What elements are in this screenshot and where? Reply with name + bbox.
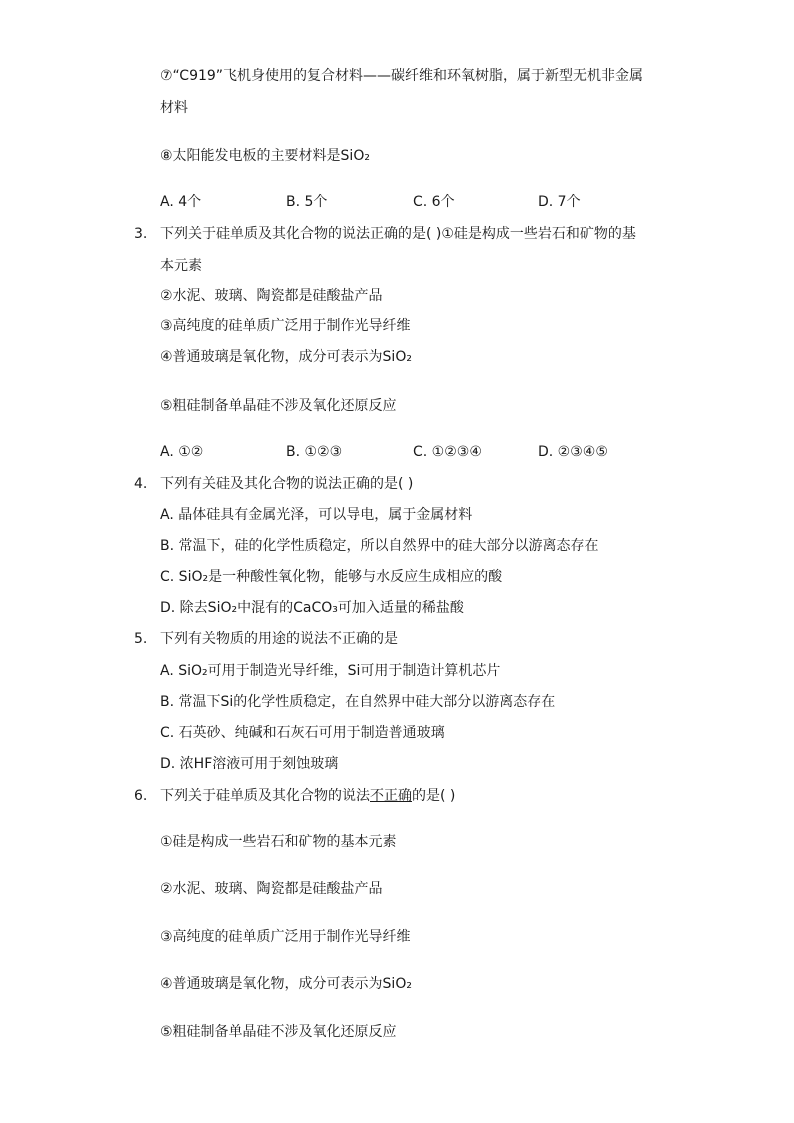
- q3-item-2: ②水泥、玻璃、陶瓷都是硅酸盐产品: [160, 288, 383, 304]
- q3-item-5: ⑤粗硅制备单晶硅不涉及氧化还原反应: [160, 398, 397, 414]
- q4-number: 4.: [134, 476, 148, 492]
- q6-item-2: ②水泥、玻璃、陶瓷都是硅酸盐产品: [160, 881, 383, 897]
- q6-stem-emphasis: 不正确: [370, 788, 412, 804]
- q2-item7-line2: 材料: [160, 100, 188, 116]
- q5-stem: 下列有关物质的用途的说法不正确的是: [160, 631, 398, 647]
- q2-item7-line1: ⑦“C919”飞机身使用的复合材料——碳纤维和环氧树脂，属于新型无机非金属: [160, 68, 644, 84]
- q2-option-d: D. 7个: [538, 194, 581, 210]
- q4-stem: 下列有关硅及其化合物的说法正确的是( ): [160, 476, 414, 492]
- q6-stem: [160, 786, 455, 806]
- q3-stem-line2: 本元素: [160, 258, 202, 274]
- q6-number: 6.: [134, 788, 148, 804]
- q6-item-4: ④普通玻璃是氧化物，成分可表示为SiO₂: [160, 976, 412, 992]
- q6-stem-post: 的是( ): [412, 788, 456, 804]
- q2-option-c: C. 6个: [413, 194, 455, 210]
- q6-item-1: ①硅是构成一些岩石和矿物的基本元素: [160, 834, 397, 850]
- q2-option-b: B. 5个: [286, 194, 328, 210]
- q3-stem-line1: 下列关于硅单质及其化合物的说法正确的是( )①硅是构成一些岩石和矿物的基: [160, 226, 636, 242]
- q4-option-b: B. 常温下，硅的化学性质稳定，所以自然界中的硅大部分以游离态存在: [160, 538, 599, 554]
- q4-option-a: A. 晶体硅具有金属光泽，可以导电，属于金属材料: [160, 507, 473, 523]
- q4-option-c: C. SiO₂是一种酸性氧化物，能够与水反应生成相应的酸: [160, 569, 503, 585]
- q3-item-4: ④普通玻璃是氧化物，成分可表示为SiO₂: [160, 349, 412, 365]
- q5-option-b: B. 常温下Si的化学性质稳定，在自然界中硅大部分以游离态存在: [160, 694, 556, 710]
- q3-option-b: B. ①②③: [286, 444, 343, 460]
- q5-option-a: A. SiO₂可用于制造光导纤维，Si可用于制造计算机芯片: [160, 663, 501, 679]
- q5-number: 5.: [134, 631, 148, 647]
- q2-option-a: A. 4个: [160, 194, 202, 210]
- q3-option-a: A. ①②: [160, 444, 204, 460]
- q3-option-d: D. ②③④⑤: [538, 444, 608, 460]
- q5-option-c: C. 石英砂、纯碱和石灰石可用于制造普通玻璃: [160, 725, 445, 741]
- q3-item-3: ③高纯度的硅单质广泛用于制作光导纤维: [160, 318, 411, 334]
- q3-option-c: C. ①②③④: [413, 444, 482, 460]
- q5-option-d: D. 浓HF溶液可用于刻蚀玻璃: [160, 756, 339, 772]
- q3-number: 3.: [134, 226, 148, 242]
- q6-stem-pre: 下列关于硅单质及其化合物的说法: [160, 788, 370, 804]
- q6-item-3: ③高纯度的硅单质广泛用于制作光导纤维: [160, 929, 411, 945]
- q2-item8: ⑧太阳能发电板的主要材料是SiO₂: [160, 148, 370, 164]
- q6-item-5: ⑤粗硅制备单晶硅不涉及氧化还原反应: [160, 1024, 397, 1040]
- q4-option-d: D. 除去SiO₂中混有的CaCO₃可加入适量的稀盐酸: [160, 600, 464, 616]
